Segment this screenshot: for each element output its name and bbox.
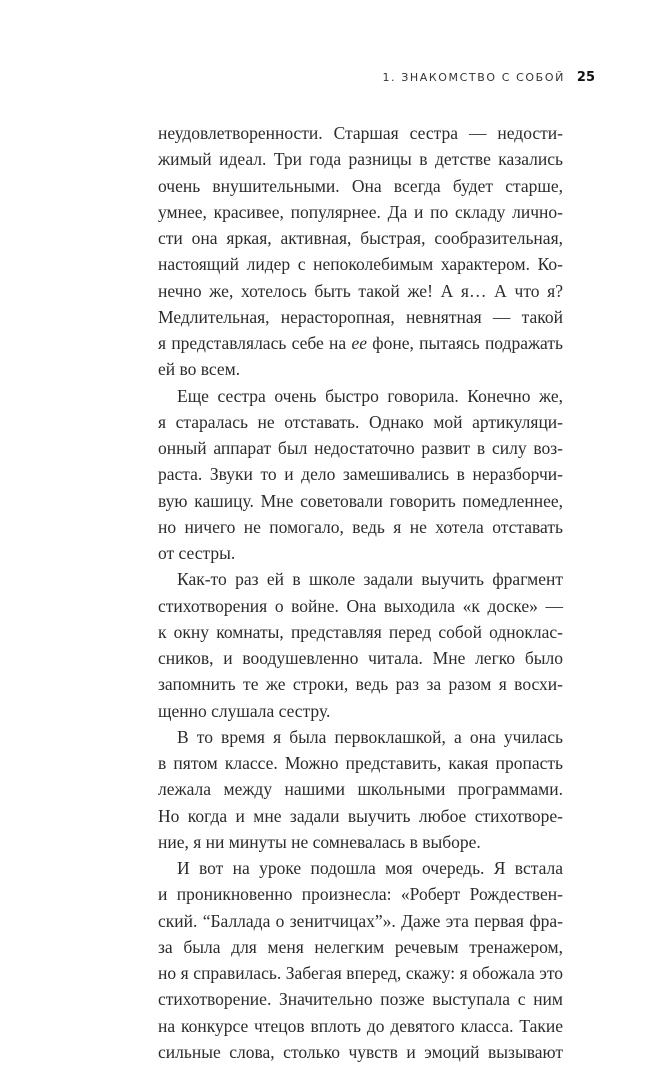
text-line: лежала между нашими школьными программами. bbox=[158, 779, 563, 800]
text-line: запомнить те же строки, ведь раз за разом я восхи- bbox=[158, 674, 563, 695]
text-line: щенно слушала сестру. bbox=[158, 700, 331, 721]
text-line: В то время я была первоклашкой, а она училась bbox=[177, 726, 563, 747]
text-line: в пятом классе. Можно представить, какая пропасть bbox=[158, 753, 563, 773]
text-line: нечно же, хотелось быть такой же! А я… А что я? bbox=[158, 280, 563, 301]
italic-word: ее bbox=[351, 333, 367, 353]
text-line: ние, я ни минуты не сомневалась в выборе. bbox=[158, 831, 481, 852]
text-line: настоящий лидер с непоколебимым характером. Ко- bbox=[158, 254, 563, 275]
text-line: но ничего не помогало, ведь я не хотела отставать bbox=[158, 516, 563, 537]
text-line: неудовлетворенности. Старшая сестра — недости- bbox=[158, 123, 563, 143]
chapter-title: 1. ЗНАКОМСТВО С СОБОЙ bbox=[382, 71, 565, 84]
text-line: и проникновенно произнесла: «Роберт Рождествен- bbox=[158, 884, 563, 905]
text-line: раста. Звуки то и дело замешивались в неразборчи- bbox=[158, 464, 563, 485]
text-line: сти она яркая, активная, быстрая, сообразительная, bbox=[158, 228, 563, 248]
text-line: ский. “Баллада о зенитчицах”». Даже эта первая фра- bbox=[158, 910, 563, 931]
text-line: от сестры. bbox=[158, 543, 236, 563]
text-line: сников, и воодушевленно читала. Мне легко было bbox=[158, 648, 563, 668]
text-line-start: я представлялась себе на bbox=[158, 333, 347, 353]
text-line: онный аппарат был недостаточно развит в силу воз- bbox=[158, 438, 563, 458]
text-line: за была для меня нелегким речевым тренажером, bbox=[158, 936, 563, 957]
text-line: на конкурсе чтецов вплоть до девятого класса. Такие bbox=[158, 1015, 563, 1036]
text-line: к окну комнаты, представляя перед собой одноклас- bbox=[158, 621, 563, 642]
text-line: Медлительная, нерасторопная, невнятная — такой bbox=[158, 306, 563, 327]
text-line: ей во всем. bbox=[158, 359, 241, 380]
text-line: стихотворения о войне. Она выходила «к доске» — bbox=[158, 595, 563, 616]
text-line: умнее, красивее, популярнее. Да и по складу лично- bbox=[158, 201, 563, 222]
running-head bbox=[382, 70, 595, 85]
text-line: И вот на уроке подошла моя очередь. Я встала bbox=[177, 858, 563, 878]
body-text bbox=[158, 120, 563, 1065]
text-line: очень внушительными. Она всегда будет старше, bbox=[158, 175, 563, 196]
text-line: но я справилась. Забегая вперед, скажу: я обожала это bbox=[158, 963, 563, 983]
text-line: Как-то раз ей в школе задали выучить фрагмент bbox=[177, 569, 563, 590]
text-line: жимый идеал. Три года разницы в детстве казались bbox=[158, 149, 563, 170]
text-line: вую кашицу. Мне советовали говорить помедленнее, bbox=[158, 490, 563, 511]
text-line-end: фоне, пытаясь подражать bbox=[372, 333, 564, 353]
text-line: сильные слова, столько чувств и эмоций вызывают bbox=[158, 1041, 563, 1062]
text-line: я старалась не отставать. Однако мой артикуляци- bbox=[158, 411, 563, 432]
page-number: 25 bbox=[576, 70, 595, 85]
text-line: Еще сестра очень быстро говорила. Конечно же, bbox=[177, 385, 563, 406]
text-line: Но когда и мне задали выучить любое стихотворе- bbox=[158, 805, 563, 826]
text-line-with-italic bbox=[158, 330, 563, 356]
text-line: стихотворение. Значительно позже выступала с ним bbox=[158, 989, 563, 1010]
